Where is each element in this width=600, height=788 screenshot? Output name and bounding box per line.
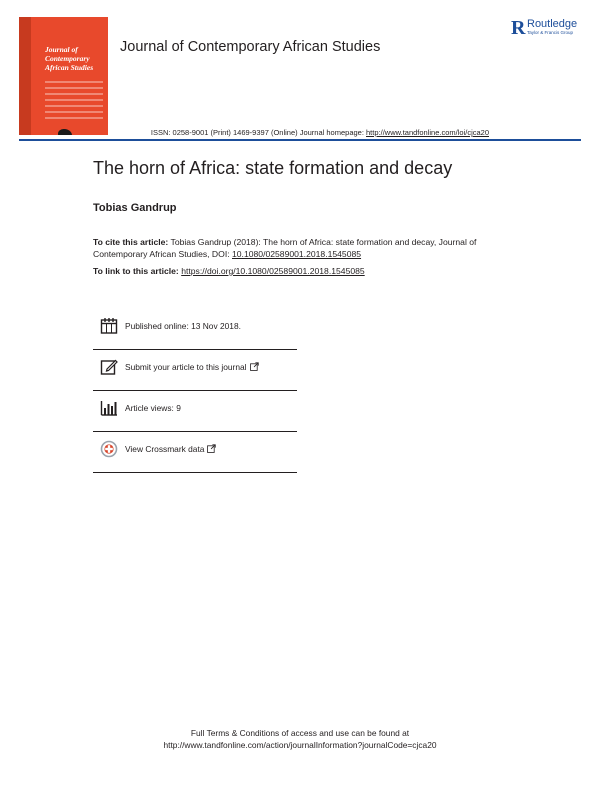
article-link: [93, 265, 513, 277]
header-divider: [19, 139, 581, 141]
doi-link[interactable]: 10.1080/02589001.2018.1545085: [232, 249, 362, 259]
external-link-icon: [250, 362, 259, 371]
journal-cover: [19, 17, 108, 135]
crossmark-text: View Crossmark data: [125, 444, 205, 454]
crossmark-icon: [100, 440, 118, 458]
external-link-icon: [207, 444, 216, 453]
submit-article-text: Submit your article to this journal: [125, 362, 247, 372]
published-online-item: [93, 309, 297, 350]
submit-article-link[interactable]: [125, 362, 259, 372]
routledge-icon: R: [511, 17, 526, 39]
link-label: To link to this article:: [93, 266, 182, 276]
africa-map-icon: [58, 129, 72, 135]
cite-label: To cite this article:: [93, 237, 169, 247]
citation: [93, 236, 513, 260]
publisher-logo: [511, 17, 591, 41]
journal-name: Journal of Contemporary African Studies: [120, 39, 381, 55]
cite-text: Tobias Gandrup (2018): The horn of Africa: state formation and decay, Journal of Contemporary African Studies, DOI:: [93, 237, 477, 259]
article-info-list: [93, 309, 297, 473]
article-views-text: Article views: 9: [125, 403, 181, 413]
bar-chart-icon: [100, 399, 118, 417]
article-author: Tobias Gandrup: [93, 202, 177, 214]
cover-strip: [19, 17, 31, 135]
article-url-link[interactable]: https://doi.org/10.1080/02589001.2018.1545085: [181, 266, 365, 276]
journal-homepage-link[interactable]: http://www.tandfonline.com/loi/cjca20: [366, 128, 489, 137]
submit-article-item[interactable]: [93, 350, 297, 391]
footer-link[interactable]: http://www.tandfonline.com/action/journalInformation?journalCode=cjca20: [163, 740, 437, 750]
crossmark-link[interactable]: [125, 444, 216, 454]
publisher-name: Routledge: [527, 18, 578, 30]
issn-text: ISSN: 0258-9001 (Print) 1469-9397 (Online) Journal homepage:: [150, 128, 367, 137]
edit-icon: [100, 358, 118, 376]
footer-terms: Full Terms & Conditions of access and use can be found at: [190, 728, 410, 738]
cover-decoration: [45, 81, 103, 123]
publisher-subtitle: Taylor & Francis Group: [527, 30, 574, 35]
footer: [0, 727, 600, 751]
cover-title: Journal of Contemporary African Studies: [45, 45, 94, 72]
calendar-icon: [100, 317, 118, 335]
crossmark-item[interactable]: [93, 432, 297, 473]
issn-line: [151, 128, 489, 137]
published-online-text: Published online: 13 Nov 2018.: [125, 321, 241, 331]
article-views-item: [93, 391, 297, 432]
article-title: The horn of Africa: state formation and decay: [93, 158, 453, 178]
